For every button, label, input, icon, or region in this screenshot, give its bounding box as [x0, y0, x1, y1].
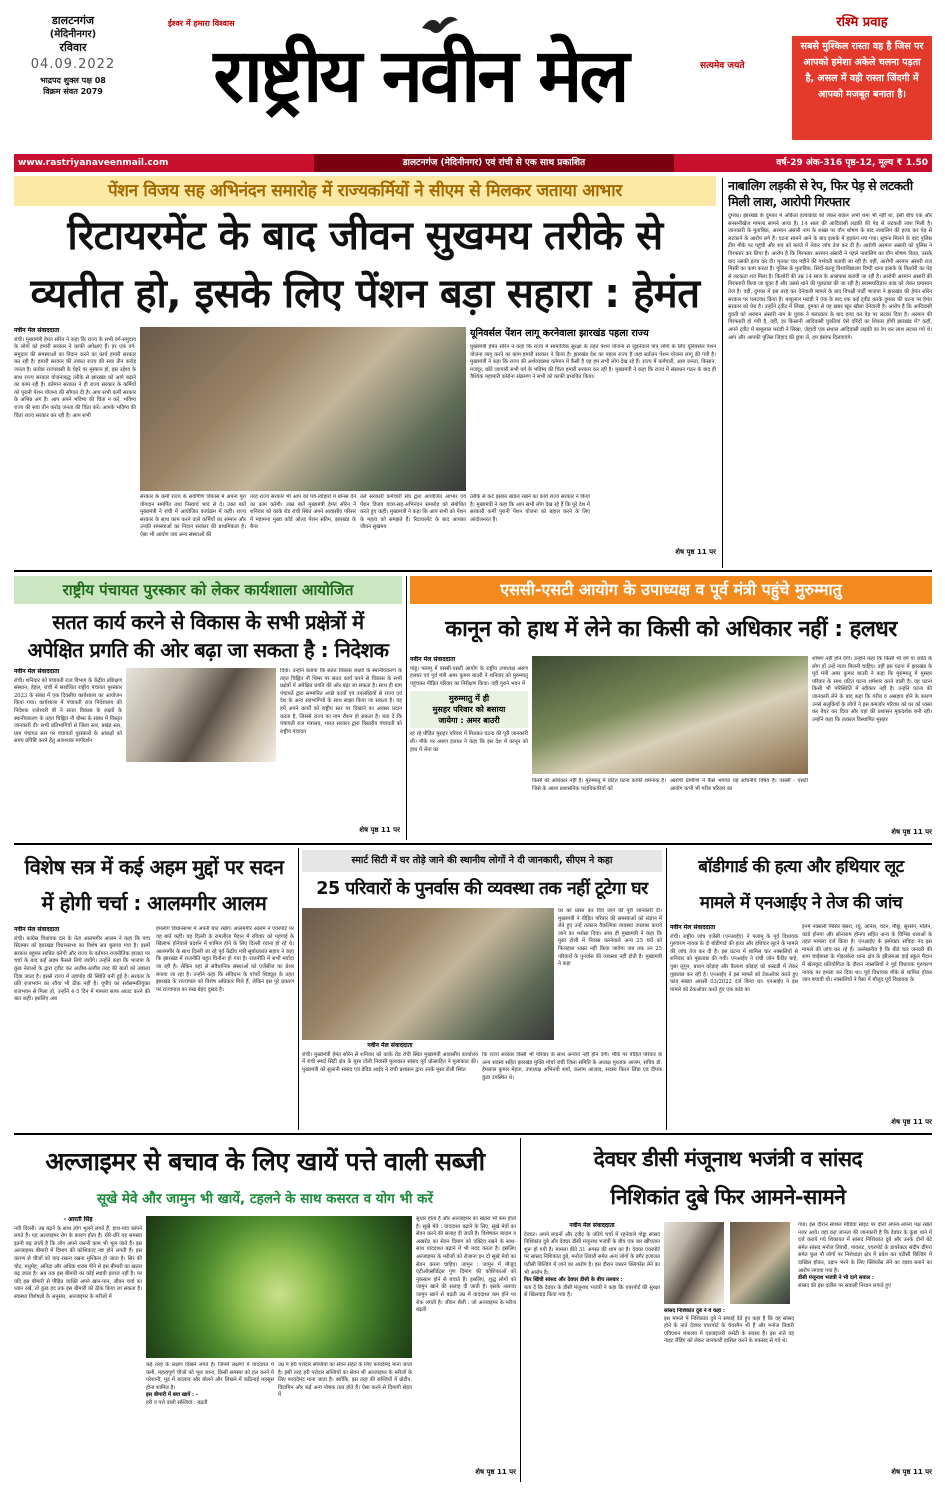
tagline-right: सत्यमेव जयते: [700, 61, 745, 71]
smartcity-col-1-text: रांची। मुख्यमंत्री हेमंत सोरेन से शनिवार को कांके रोड रांची स्थित मुख्यमंत्री आवासीय कार्यालय में रांची स्मार्ट सिटी क्षेत्र के मुसा टोली निवासी मुलाकात सांसद पूर्व प्रोत्साहित ने मुलाकात की। मुख्यमंत्री को सुलानी सांसद एवं डेविड आईद ने रांची प्रशासन द्वारा उनके मुसा टोली स्थित: [302, 1051, 478, 1073]
alzheimer-col-4: सुधार होता है और अल्जाइमर का खतरा भी कम होता है। सूखे मेवे : याददाश्त बढ़ाने के लिए, सूखे मेवों का सेवन करने की सलाह दी जाती है। विशेषकर बादाम व अखरोट का सेवन दिमाग को एक्टिव रखने के साथ-साथ याददाश्त बढ़ाने में भी मदद करता है। इसलिए अल्जाइमर के मरीजों को रोजाना इन दो सूखे मेवों का सेवन करना चाहिए। जामुन : जामुन में मौजूद एंटीऑक्सीडेंट्स गुण दिमाग की कोशिकाओं को नुकसान होने से बचाते हैं। इसलिए, शुद्ध लोगों को जामुन खाने की सलाह दी जाती है। इसके अलावा जामुन खाने से बढ़ती उम्र में याददाश्त कम होने पर रोक लगती है। जीवन शैली : जो अल्जाइमर के मरीज बढ़ती: [416, 1216, 516, 1314]
deoghar-col-2-label: सांसद निशिकांत दुबे ने ये कहा :: [664, 1308, 725, 1314]
quote-text: सबसे मुश्किल रास्ता वह है जिस पर आपको हमेशा अकेले चलना पड़ता है, असल में वही रास्ता जिंदगी में आपको मजबूत बनाता है।: [792, 36, 932, 140]
alzheimer-col-2b-text: हरी व पत्ते वाली सब्जियां : बढ़ती: [146, 1399, 208, 1406]
hindu-date-2: विक्रम संवत 2079: [43, 87, 103, 96]
panchayat-col-1: [14, 668, 122, 838]
assembly-headline-2: में होगी चर्चा : आलमगीर आलम: [41, 891, 267, 915]
lead-col-5: [470, 494, 590, 566]
scst-callout-3: जायेगा : अमर बाउरी: [438, 716, 500, 726]
scst-callout-2: मुसहर परिवार को बसाया: [432, 705, 506, 715]
scst-byline: नवीन मेल संवाददाता: [410, 656, 456, 663]
lead-subsection: [470, 327, 716, 491]
panchayat-headline-2: अपेक्षित प्रगति की ओर बढ़ा जा सकता है : निदेशक: [27, 638, 389, 662]
sidebar-headline: नाबालिग लड़की से रेप, फिर पेड़ से लटकती मिली लाश, आरोपी गिरफ्तार: [728, 178, 913, 209]
deoghar-col-2: [664, 1308, 794, 1480]
alzheimer-col-2-text: कई तरह के लक्षण दिखने लगते हैं। जिनमें लक्षणों में याददाश्त में कमी, महत्वपूर्ण चीजों को भूल जाना, किसी समस्या को हल करने में परेशानी, मूड में बदलाव और बोलने और लिखने में कठिनाई महसूस होना शामिल है।: [146, 1362, 274, 1391]
divider: [14, 843, 932, 845]
deoghar-col-3-text: गया। इस दौरान सोशल मीडिया साइट पर दोनों अपना-अपना पक्ष रखते नजर आये। वहां कह जानता की जानकारी है कि देवघर के कुंडा थाने में दर्ज कराये गये शिकायत में सांसद निशिकांत दुबे और उनके दोनों बेटे समेत सांसद मनोज तिवारी, पायलट, एयरपोर्ट के डायरेक्टर संदीप ढींगरा समेत कुल नौ लोगों पर निशेधाज्ञा क्षेत्र में प्रवेश कर एटीसी बिल्डिंग में दाखिल होकर, उड़ान भरने के लिए क्लियरेंस लेने का दबाव बनाने का आरोप लगाया गया है।: [798, 1222, 932, 1274]
smartcity-kicker: स्मार्ट सिटी में घर तोड़े जाने की स्थानीय लोगों ने दी जानकारी, सीएम ने कहा: [302, 850, 662, 872]
lead-subtext: मुख्यमंत्री हेमंत सोरेन ने कहा कि राज्य में सामाजिक सुरक्षा के तहत पेंशन योजना से जुड़नेवाले पात्र लोगों के लिए यूनिवर्सल पेंशन योजना लागू करने का काम हमारी सरकार ने किया है। झारखंड देश का पहला राज्य है जहां सर्वजन पेंशन योजना लागू की गयी है। मुख्यमंत्री ने कहा कि राज्य की अर्थव्यवस्था वर्तमान में कैसी है यह हम सभी लोग देख रहे हैं। राज्य में कर्मचारी, आम जनता, किसान, मजदूर, छोटे व्यापारी सभी वर्ग के भविष्य की चिंता हमारी सरकार कर रही है। मुख्यमंत्री ने कहा कि राज्य में संसाधन गठन के बाद ही वैश्विक महामारी कोरोना संक्रमण ने सभी को काफी प्रभावित किया।: [470, 344, 716, 381]
smartcity-col-2: कि राज्य सरकार किसी भी परिवार के साथ अन्याय नहीं होने देगी। मौके पर पीड़ित परिवार के अन्य सदस्य सहित झारखंड मुक्ति मोर्चा रांची जिला समिति के अध्यक्ष मुश्ताक आलम, सचिव डॉ. हेमलाल कुमार मेहता, उपाध्यक्ष अभिनवी शर्मा, कलाम आजाद, सदस्य किरन लिंडा एवं दीपक कुंडा उपस्थित थे।: [482, 1052, 662, 1081]
quote-box: [792, 14, 932, 144]
lead-col-5-text: तरीके से कटे इसका ख्याल रखने का कार्य राज्य सरकार ने किया है। मुख्यमंत्री ने कहा कि आप सभी लोग देख रहे हैं कि पूरे देश में सरकारी कर्मी पुरानी पेंशन योजना को बहाल करने के लिए आंदोलनरत हैं।: [470, 494, 590, 523]
deoghar-col-1-label: फिर खिंची सांसद और देवघर डीसी के बीच तलवार :: [524, 1277, 623, 1284]
edition-day: रविवार: [59, 41, 87, 54]
lead-headline-1: रिटायरमेंट के बाद जीवन सुखमय तरीके से: [67, 213, 663, 259]
assembly-headline-1: विशेष सत्र में कई अहम मुद्दों पर सदन: [24, 855, 284, 879]
lead-byline: नवीन मेल संवाददाता: [14, 327, 60, 334]
scst-col-2: किसी को अधिकार नहीं है। मुरुम्मातु में घटित घटना काफी शर्मनाक है। जिसे के आला प्रशासनिक पदाधिकारियों को: [532, 778, 666, 792]
scst-kicker: एससी-एसटी आयोग के उपाध्यक्ष व पूर्व मंत्री पहुंचे मुरुम्मातु: [410, 576, 932, 604]
scst-col-1-text: पांडू। पलामू में एससी-एसटी आयोग के राष्ट्रीय उपाध्यक्ष अरुण हलधर एवं पूर्व मंत्री अमर कुमार बाउरी ने शनिवार को मुरुम्मातु पहुंचकर पीड़ित परिवार का निरीक्षण किया। वहीं पुराने भवन में: [410, 665, 528, 687]
panchayat-col-1-text: रांची। शनिवार को पंचायती राज विभाग के केंद्रीय प्रशिक्षण संस्थान, हेहल, रांची में संशोधित राष्ट्रीय पंचायत पुरस्कार 2023 के संबंध में एक दिवसीय कार्यशाला का आयोजन किया गया। कार्यशाला में पंचायती राज निदेशालय की निदेशक राजेश्वरी बी ने सतत विकास के लक्ष्यों के स्थानीयकरण के तहत चिह्नित नौ थीम्स के संबंध में विस्तृत जानकारी दी। सभी प्रतिभागियों से जिला स्तर, प्रखंड स्तर, ग्राम पंचायत स्तर पर पंचायतों पुरस्कारों के आंकड़ों को समय प्रविष्टि करने हेतु आवश्यक मार्गदर्शन: [14, 677, 122, 745]
lead-col-1-text: रांची। मुख्यमंत्री हेमंत सोरेन ने कहा कि राज्य के सभी वर्ग-समुदाय के लोगों को हमारी सरकार ने काफी अपेक्षाएं हैं। हर एक वर्ग-समुदाय की समस्याओं का निदान करने का कार्य हमारी सरकार कर रही है। हमारी सरकार की ताकत राज्य की सवा तीन करोड़ जनता है। प्रत्येक राज्यवासी के चेहरे पर मुस्कान हो, इस उद्देश्य के साथ राज्य सरकार योजनाबद्ध तरीके से झारखंड को आगे बढ़ाने का काम रही है। वर्तमान सरकार ने ही राज्य सरकार के कर्मियों को पुरानी पेंशन योजना की सौगात दी है। आप सभी कर्मी सरकार के अभिन्न अंग हैं। आप अपने भविष्य की चिंता न करें, भविष्य राज्य की सवा तीन करोड़ जनता की चिंता करें। आपके भविष्य की चिंता राज्य सरकार कर रही है। आप सभी: [14, 336, 136, 419]
edition-area: (मेदिनीनगर): [49, 29, 97, 40]
deoghar-col-3: [798, 1222, 932, 1468]
scst-headline: कानून को हाथ में लेने का किसी को अधिकार नहीं : हलधर: [445, 617, 897, 642]
alzheimer-headline: अल्जाइमर से बचाव के लिए खायें पत्ते वाली सब्जी: [45, 1147, 485, 1176]
alzheimer-col-1-text: नयी दिल्ली। उम्र बढ़ने के साथ लोग भूलने लगते हैं, हाथ-पांव कांपने लगते हैं। यह अल्जाइमर रोग के कारण होता है। धीरे-धीरे यह समस्या इतनी बढ़ जाती है कि लोग अपने जरूरी काम भी भूल जाते हैं। इस अल्जाइमर बीमारी में दिमाग की कोशिकाएं नष्ट होने लगती हैं। इस कारण से चीजों को याद रखना रखना मुश्किल हो जाता है। सिर की चोट, मधुमेह, अनिद्रा और अधिक शराब पीने से इस बीमारी का खतरा बढ़ जाता है। अब तक इस बीमारी का कोई स्थायी इलाज नहीं है। पर यदि इस बीमारी से पीड़ित व्यक्ति अपने खान-पान, जीवन चर्या का ध्यान रखें, तो कुछ हद तक इस बीमारी को ठीक किया जा सकता है। स्वास्थ्य विशेषज्ञों के अनुसार, अल्जाइमर के मरीजों में: [14, 1225, 142, 1300]
deoghar-col-3-label: डीसी मंजूनाथ भजंत्री ने भी दागे सवाल :: [798, 1275, 874, 1282]
website-label[interactable]: www.rastriyanaveenmail.com: [18, 158, 169, 168]
smartcity-text-right: घर को ध्वस्त कर दिये जाने की पूरी जानकारी दी। मुख्यमंत्री ने पीड़ित परिवार की समस्याओं को संज्ञान में लेते हुए उन्हें तत्काल वैकल्पिक व्यवस्था उपलब्ध कराये जाने का भरोसा दिया। साथ ही मुख्यमंत्री ने कहा कि मुसा टोली में निवास करनेवाले अन्य 25 घरों को फिलहाल ध्वस्त नहीं किया जायेगा जब तक उन 25 परिवारों के पुनर्वास की व्यवस्था नहीं होती है। मुख्यमंत्री ने कहा: [558, 908, 662, 968]
scst-col-3: आरोपी ग्रामीणों ने कैसे भगाया यह सोचनीय विषय है। एससी - एसटी आयोग कभी भी गरीब परिवार का: [670, 778, 808, 792]
alzheimer-continued[interactable]: शेष पृष्ठ 11 पर: [475, 1468, 516, 1476]
scst-col-4: शोषण नहीं होने देगी। उन्होंने कहा कि किसी भी वर्ग या जाति के लोग हों उन्हें न्याय मिलनी चाहिए। वहीं इस घटना में झारखंड के पूर्व मंत्री अमर कुमार बाउरी ने कहा कि मुरुम्मातु में मुसहर परिवार के साथ घटित घटना शर्मशार करने वाली है। यह घटना किसी भी परिस्थिति में स्वीकार नहीं है। उन्होंने घटना की जानकारी लेने के बाद कहा कि गरीब व असहाय होने के कारण उनसे सलूकियों के लोगों ने इस कमजोर परिवार को घर को ध्वस्त कर बेघर कर दिया और यहां की प्रशासन मूकदर्शक बनी रही। उन्होंने कहा कि तत्काल विस्थापित मुसहर: [812, 656, 932, 723]
sidebar-story: [728, 178, 932, 568]
divider: [722, 178, 723, 568]
divider: [298, 848, 299, 1130]
issue-line: वर्ष-29 अंक-316 पृष्ठ-12, मूल्य ₹ 1.50: [776, 158, 928, 168]
deoghar-col-1b-text: बता दें कि देवघर के डीसी मंजूनाथ भजंत्री ने कहा कि एयरपोर्ट की सुरक्षा से खिलवाड़ किया गया है।: [524, 1284, 660, 1299]
bodyguard-headline-2: मामले में एनआईए ने तेज की जांच: [699, 893, 903, 913]
assembly-col-1: [14, 926, 150, 1130]
scst-col-1b-text: रह रहे पीड़ित मुसहर परिवार में मिलकर घटना की पूरी जानकारी ली। मौके पर अरुण हलधर ने कहा कि इस देश में कानून को हाथ में लेना का: [410, 731, 528, 753]
scst-photo: [532, 656, 808, 774]
smartcity-photo: [302, 908, 554, 1040]
lead-kicker: पेंशन विजय सह अभिनंदन समारोह में राज्यकर्मियों ने सीएम से मिलकर जताया आभार: [14, 176, 716, 206]
deoghar-photo-dc: [664, 1222, 724, 1304]
alzheimer-col-3: उम्र में हरी पत्तेदार सब्जियों का सेवन सेहत के लिए फायदेमंद माना जाता है। इसी तरह हरी पत्तेदार सब्जियों का सेवन भी अल्जाइमर के मरीजों के लिए फायदेमंद माना जाता है। क्योंकि, इस तरह की सब्जियों में प्रोटीन, विटामिन और कई अन्य पोषक तत्व होते हैं। ऐसा करने से दिमागी सेहत में: [278, 1362, 412, 1399]
lead-headline-2: व्यतीत हो, इसके लिए पेंशन बड़ा सहारा : हेमंत: [30, 271, 700, 317]
bodyguard-byline: नवीन मेल संवाददाता: [670, 924, 716, 931]
lead-col-1: [14, 327, 136, 565]
smartcity-col-1: [302, 1042, 478, 1130]
assembly-col-2: हमलोग विधानसभा में अपनी बात रखेंगे। आलमगीर आलम ने एयरपोर्ट पर यह बातें कहीं। वह दिल्ली के रामलीला मैदान में रविवार को महंगाई के खिलाफ होनेवाले प्रदर्शन में शामिल होने के लिए दिल्ली रवाना हो रहे थे। आलमगीर के साथ दिल्ली जा रहे पूर्व केंद्रीय मंत्री सुबोधकांत सहाय ने कहा कि झारखंड में राजनीति बहुत घिनौना हो गया है। राजनीति में सभी मर्यादा जा रही है। लेकिन वहां से संवैधानिक संस्थाओं को एजेंसीज का प्रेशर बनाया जा रहा है। उन्होंने कहा कि संविधान के पांचवें शिड्यूल के तहत झारखंड के राज्यपाल को विशेष अधिकार मिले हैं, लेकिन इस पूरे प्रकरण पर राज्यपाल का रुख बेहद दुखद है।: [156, 926, 294, 993]
publish-line: डालटनगंज (मेदिनीनगर) एवं रांची से एक साथ प्रकाशित: [314, 154, 674, 172]
panchayat-continued[interactable]: शेष पृष्ठ 11 पर: [359, 826, 400, 834]
alzheimer-col-1: [14, 1216, 142, 1480]
edition-date: 04.09.2022: [30, 57, 116, 72]
edition-city: डालटनगंज: [51, 14, 95, 27]
sidebar-text: दुमका। झारखंड के दुमका में अंकिता हत्याकांड को लेकर बवाल अभी थमा भी नहीं था, इसी बीच एक और सनसनीखेज मामला सामने आया है। 14 साल की आदिवासी लड़की की पेड़ से लटकती लाश मिली है। जानकारी के मुताबिक, अरमान अंसारी नाम के शख्स पर यौन शोषण के बाद नाबालिग की हत्या कर पेड़ से लटकाने के आरोप लगे हैं। घटना सामने आने के बाद इलाके में हड़कंप मच गया। सूचना मिलने के बाद पुलिस टीम मौके पर पहुंची और शव को कब्जे में लेकर जांच तेज कर दी है। आरोपी अरमान अंसारी को पुलिस ने गिरफ्तार कर लिया है। आरोप है कि गिरफ्तार अरमान अंसारी ने पहले नाबालिग का यौन शोषण किया, उसके बाद उसकी हत्या कर दी। मृतका चार महीने की गर्भवती बतायी जा रही है। वहीं, आरोपी अरमान अंसारी राज मिस्त्री का काम करता है। पुलिस के मुताबिक, सिदो-कान्हू विश्वविद्यालय दिग्घी थाना इलाके के किशोरी का पेड़ से लटकता शव मिला है। किशोरी की उम्र 14 साल के आसपास बतायी जा रही है। आरोपी अरमान अंसारी की गिरफ्तारी किया जा चुका है और उससे थाने की पूछताछ की जा रही है। स्वास्थ्यविज्ञान कांड को लेकर घमासान तेज है। वहीं, दुमका में इस तरह कर देनेवाली मामले के बाद विपक्षी पार्टी भाजपा ने झारखंड की हेमंत सोरेन सरकार पर पलटवार किया है। बाबूलाल मरांडी ने एक के बाद एक कई ट्वीट करके दुमका की घटना पर हेमंत सरकार को घेरा है। उन्होंने ट्वीट में लिखा, दुमका से यह खबर खून खौला देनेवाली है। आरोप है कि आदिवासी युवती को अरमान अंसारी नाम के युवक ने बलात्कार के बाद हत्या कर पेड़ पर लटका दिया है। अरमान की गिरफ्तारी हो गयी है, वहीं, हर किसानी आदिवासी युवतियां ऐसे दरिंदों का शिकार होंगी झारखंड में? कहीं, अपने ट्वीट में बाबूलाल मरांडी ने लिखा, जेहादी एक संथाल आदिवासी लड़की का रेप कर लाश लटका गये थे। आप और आपकी पुलिस जिहाद की छुपा लें, हम इंसाफ दिलवाएंगे।: [728, 213, 932, 341]
scst-callout: [410, 691, 528, 728]
deoghar-headline-1: देवघर डीसी मंजूनाथ भजंत्री व सांसद: [593, 1147, 863, 1171]
bodyguard-headline-1: बॉडीगार्ड की हत्या और हथियार लूट: [698, 857, 904, 877]
newspaper-title: राष्ट्रीय नवीन मेल: [213, 33, 627, 119]
deoghar-headline-2: निशिकांत दुबे फिर आमने-सामने: [610, 1185, 846, 1209]
deoghar-col-1-text: देवघर। अपने बयानों और ट्वीट के जरिये चर्चा में रहनेवाले गोड्डा सांसद निशिकांत दुबे और देवघर डीसी मंजूनाथ भजंत्री के बीच एक बार खींचतान शुरू हो गयी है। मामला बीते 31 अगस्त की शाम का है। देवघर एयरपोर्ट पर सांसद निशिकांत दुबे, मनोज तिवारी समेत अन्य लोगों के बगैर इजाजत एटीसी बिल्डिंग में जाने का आरोप है। इस दौरान जबरन क्लियरेंस लेने का भी आरोप है।: [524, 1231, 660, 1276]
divider: [520, 1138, 521, 1482]
hindu-date-1: भाद्रपद शुक्ल पक्ष 08: [40, 76, 106, 85]
smartcity-byline: नवीन मेल संवाददाता: [367, 1042, 413, 1049]
divider: [14, 570, 932, 572]
deoghar-col-2b-text: इस मामले में निशिकांत दुबे ने सफाई देते हुए कहा है कि वह सांसद होने के नाते देवघर एयरपोर्ट के चेयरमैन भी हैं और मनोज तिवारी एविएशन मंत्रालय में एडवाइजरी कमेटी के सदस्य हैं। इस नाते वह नाइट लैंडिंग को लेकर जानकारी हासिल करने के मकसद से गये थे।: [664, 1315, 794, 1345]
bodyguard-col-1: [670, 924, 798, 1130]
alzheimer-author: - आरती सिंह: [63, 1216, 93, 1223]
lead-subhead: यूनिवर्सल पेंशन लागू करनेवाला झारखंड पहला राज्य: [470, 328, 649, 339]
panchayat-headline-1: सतत कार्य करने से विकास के सभी प्रक्षेत्रों में: [52, 610, 364, 634]
masthead-strip: [14, 154, 932, 172]
smartcity-headline: 25 परिवारों के पुनर्वास की व्यवस्था तक नहीं टूटेगा घर: [316, 879, 648, 899]
divider: [666, 848, 667, 1130]
lead-col-2: सरकार के कर्मी राज्य के सर्वांगीण विकास में अपना पूरा योगदान समर्पित तथा निस्वार्थ भाव से दें। उक्त बातें मुख्यमंत्री ने रांची में आयोजित कार्यक्रम में कहीं। राज्य सरकार के साथ काम करने वाले कर्मियों का सम्मान और उनकी समस्याओं का निदान सरकार की प्राथमिकता है। ऐसा भी आयोग जब अन्य संस्थाओं की: [140, 494, 246, 538]
lead-col-4: तले सरकारी कर्मचारी संघ द्वारा आयोजित आभार एवं पेंशन विजय यात्रा-सह-अभिनंदन समारोह को संबोधित करते हुए कहीं। मुख्यमंत्री ने कहा कि आप सभी को पेंशन के महत्व को समझते हैं। रिटायरमेंट के बाद आपका जीवन सुखमय: [360, 494, 466, 531]
scst-continued[interactable]: शेष पृष्ठ 11 पर: [891, 828, 932, 836]
assembly-col-1-text: रांची। कांग्रेस विधायक दल के नेता आलमगीर आलम ने कहा कि पांच सितम्बर को झारखंड विधानसभा का विशेष सत्र बुलाया गया है। इसमें सरकार बहुमत साबित करेगी और राज्य के वर्तमान राजनीतिक हालात पर चर्चा के बाद कई अहम फैसले लिये जायेंगे। उन्होंने कहा कि भाजपा के कुछ नेताओं के द्वारा ट्वीट कर अजीब-अजीब तरह की बातों को उछाला दिया जाता है। इससे राज्य में उहापोह की स्थिति बनी हुई है। सरकार के प्रति राजभवन का रवैया भी ठीक नहीं है। यूपीए का सर्वसम्मतियुक्त राजभवन से मिला तो, उन्होंने 4-5 दिन में मामला साफ आउट करने की बात कही। इसलिए अब: [14, 935, 150, 1003]
deoghar-photo-mp: [730, 1222, 790, 1304]
tagline-left: ईश्वर में हमारा विश्वास: [168, 19, 235, 28]
bodyguard-col-2: इनमें नक्सली मिसिर बेसरा, रघु, अनिल, चंदन, मौछु, सुरसेन, मलिन, कांडे होनगा और सोनाराम होनगा सहित अन्य के विभिन्न धाराओं के तहत मामला दर्ज किया है। एनआईए के इंस्पेक्टर सचिदा नंद इस मामले की जांच कर रहे हैं। उल्लेखनीय है कि बीते चार जनवरी की शाम चाईबासा के गोइलकेरा थाना क्षेत्र के झीलरुआ हाई स्कूल मैदान में खेलकूद प्रतियोगिता के दौरान नक्सलियों ने पूर्व विधायक गुरुचरण नायक पर हमला कर दिया था। पूर्व विधायक मौके से शामिल होकर जान बचायी थी। नक्सलियों ने पैसा में मौजूद पूर्व विधायक के: [802, 924, 932, 984]
panchayat-byline: नवीन मेल संवाददाता: [14, 668, 60, 675]
deoghar-continued[interactable]: शेष पृष्ठ 11 पर: [891, 1468, 932, 1476]
divider: [14, 1133, 932, 1135]
quote-title: रश्मि प्रवाह: [836, 15, 888, 30]
bodyguard-col-1-text: रांची। राष्ट्रीय जांच एजेंसी (एनआईए) ने पलामू के पूर्व विधायक गुरुचरण नायक के दो बॉडीगार्ड की हत्या और हथियार लूटने के मामले की जांच तेज कर दी है। इस घटना में शामिल चार नक्सलियों से शनिवार को पूछताछ की गयी। एनआईए ने रांची जोन कैंदिर बाहे, पुसा लुगुन, प्रधान कोड़ाह और कैलाश कोड़ाह को कस्टडी में लेकर पूछताछ कर रही है। एनआईए ने इस मामले को टेकओवर करते हुए कांड संख्या आरसी 03/2022 दर्ज किया था। एनआईए ने इस मामले को टेकओवर करते हुए एक कांड का: [670, 933, 798, 993]
cabbage-photo: [146, 1216, 412, 1358]
panchayat-kicker: राष्ट्रीय पंचायत पुरस्कार को लेकर कार्यशाला आयोजित: [14, 576, 402, 604]
deoghar-col-3b-text: सांसद की इस दलील पर सवाली निशान लगाते हुए: [798, 1282, 891, 1289]
lead-continued[interactable]: शेष पृष्ठ 11 पर: [675, 548, 716, 556]
panchayat-col-2-text: दिया। उन्होंने बताया कि सतत विकास लक्ष्यों के स्थानीयकरण के तहत चिह्नित नौ थिम्स पर सतत कार्य करने से विकास के सभी प्रक्षेत्रों में अपेक्षित प्रगति की ओर बढ़ा जा सकता है। साथ ही ग्राम पंचायतें द्वारा सम्मानित अच्छे कार्यों एवं उपलब्धियों से राज्य एवं देश के अन्य सहभागियों के साथ साझा किया जा सकता है। यह हमें अपने कार्यों को राष्ट्रीय स्तर पर दिखाने का अवसर प्रदान करता है, जिससे राज्य का नाम रौशन हो सकता है। बता दें कि पंचायती राज मंत्रालय, भारत सरकार द्वारा त्रिस्तरीय पंचायती को राष्ट्रीय पंचायत: [280, 668, 402, 735]
alzheimer-col-2: [146, 1362, 274, 1480]
assembly-byline: नवीन मेल संवाददाता: [14, 926, 60, 933]
panchayat-col-2: [280, 668, 402, 838]
alzheimer-col-2-label: इस बीमारी में क्या खायें : -: [146, 1392, 198, 1399]
masthead-edition: [18, 14, 128, 104]
bodyguard-continued[interactable]: शेष पृष्ठ 11 पर: [891, 1118, 932, 1126]
deoghar-byline: नवीन मेल संवाददाता: [569, 1222, 615, 1229]
divider: [406, 576, 407, 840]
lead-col-3: तरह राज्य सरकार भी आप को पर्व-त्योहारों में बोनस देने का काम करेगी। उक्त बातें मुख्यमंत्री हेमंत सोरेन ने शनिवार को कांके रोड रांची स्थित अपने आवासीय परिसर में महामना मुख्य कॉर्ड ओल्ड पेंशन स्कीम, झारखंड के बैनर: [250, 494, 356, 531]
panchayat-photo: [126, 668, 276, 762]
scst-callout-1: मुरुम्मातु में ही: [448, 694, 490, 704]
scst-col-1: [410, 656, 528, 840]
lead-photo: [140, 327, 466, 491]
deoghar-col-1: [524, 1222, 660, 1480]
alzheimer-subhead: सूखे मेवे और जामुन भी खायें, टहलने के साथ कसरत व योग भी करें: [97, 1191, 433, 1207]
